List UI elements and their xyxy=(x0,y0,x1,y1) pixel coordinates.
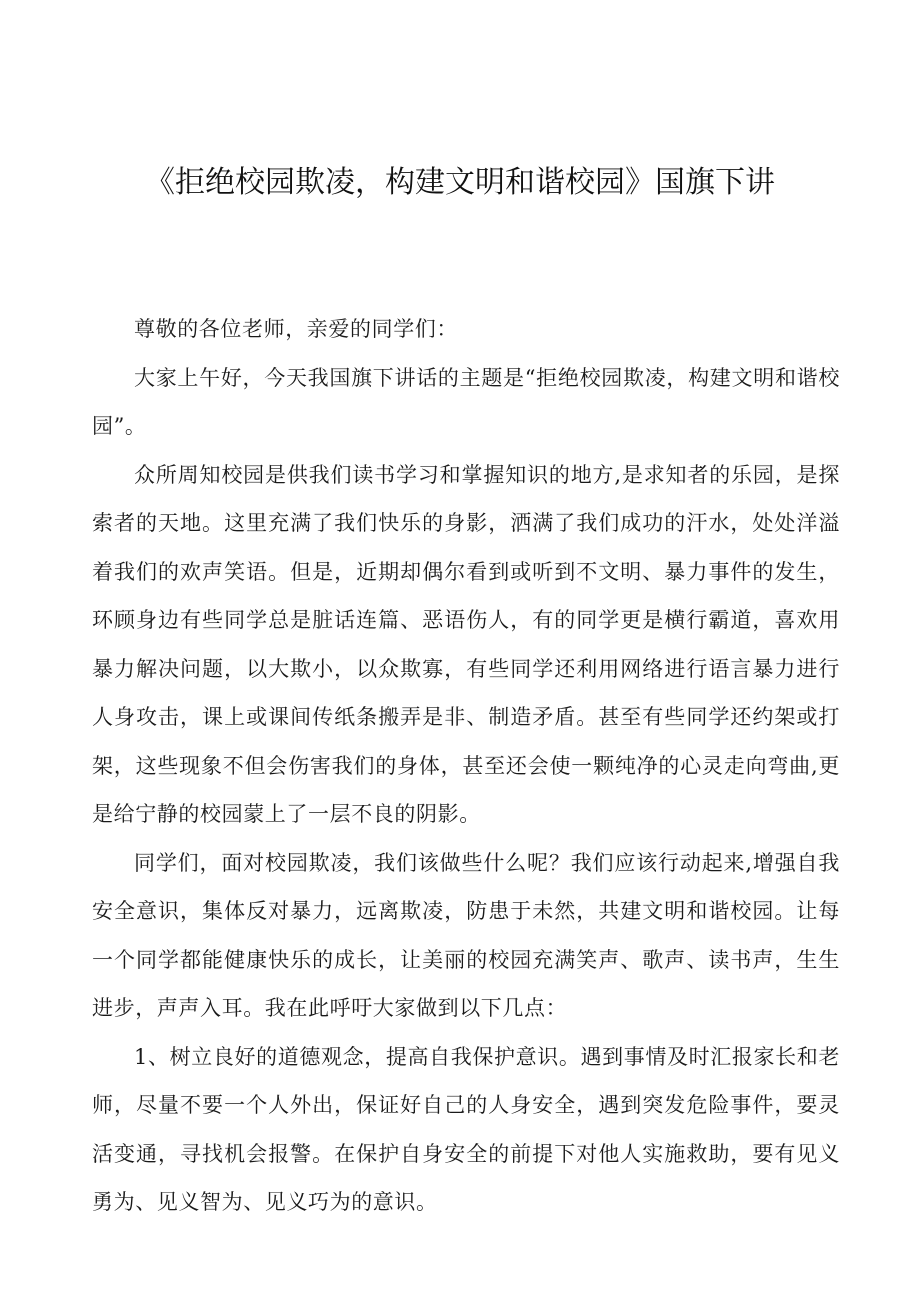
body-paragraph: 众所周知校园是供我们读书学习和掌握知识的地方,是求知者的乐园，是探索者的天地。这里充满了我们快乐的身影，洒满了我们成功的汗水，处处洋溢着我们的欢声笑语。但是，近期却偶尔看到或听到不文明、暴力事件的发生，环顾身边有些同学总是脏话连篇、恶语伤人，有的同学更是横行霸道，喜欢用暴力解决问题，以大欺小，以众欺寡，有些同学还利用网络进行语言暴力进行人身攻击，课上或课间传纸条搬弄是非、制造矛盾。甚至有些同学还约架或打架，这些现象不但会伤害我们的身体，甚至还会使一颗纯净的心灵走向弯曲,更是给宁静的校园蒙上了一层不良的阴影。 xyxy=(92,462,840,826)
document-body xyxy=(92,305,840,1227)
salutation-paragraph: 尊敬的各位老师，亲爱的同学们： xyxy=(134,317,458,341)
body-paragraph: 同学们，面对校园欺凌，我们该做些什么呢？我们应该行动起来,增强自我安全意识，集体反对暴力，远离欺凌，防患于未然，共建文明和谐校园。让每一个同学都能健康快乐的成长，让美丽的校园充满笑声、歌声、读书声，生生进步，声声入耳。我在此呼吁大家做到以下几点： xyxy=(92,850,840,1020)
greeting-paragraph: 大家上午好，今天我国旗下讲话的主题是“拒绝校园欺凌，构建文明和谐校园”。 xyxy=(92,365,840,438)
document-title: 《拒绝校园欺凌，构建文明和谐校园》国旗下讲 xyxy=(145,165,775,200)
point-paragraph: 1、树立良好的道德观念，提高自我保护意识。遇到事情及时汇报家长和老师，尽量不要一个人外出，保证好自己的人身安全，遇到突发危险事件，要灵活变通，寻找机会报警。在保护自身安全的前提下对他人实施救助，要有见义勇为、见义智为、见义巧为的意识。 xyxy=(92,1044,840,1214)
